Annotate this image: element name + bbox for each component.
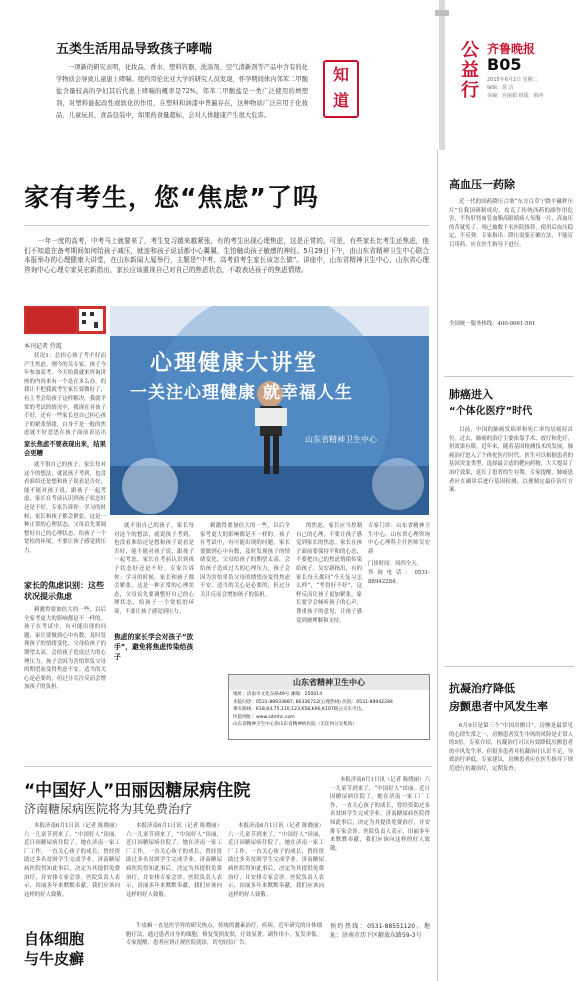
- sidebar-article-3-title-1: 抗凝治疗降低: [449, 682, 515, 695]
- ad-web: 医院网址：www.sdmhc.com: [233, 714, 295, 720]
- sidebar-article-1-contact: 全国统一服务热线：400-0661-561: [449, 321, 536, 327]
- ad-header: 山东省精神卫生中心: [229, 675, 429, 690]
- editor-line: 编辑：徐 洁: [487, 85, 514, 91]
- hospital-body-2: 本报济南6月1日讯（记者 陈晓丽）六一儿童节到来了，“中国好人”田丽，近日因糖尿病住院了。她在济南一家工厂工作，一直关心孩子的成长，曾经资助过多名贫困学生完成学业。济南糖尿病医院得知此事后，决定为其提供免费治疗，并安排专家会诊。医院负责人表示，田丽多年来默默奉献，我们应该向这样的好人致敬。: [126, 823, 222, 898]
- col1-text-bottom: 刺激得要加倍大的一些，以后全家考更大的影响都是不一样的。孩子在考试中，有可能出现的问题，家长要做到心中有数，及时发现孩子的情绪变化。父母给孩子的期望太高，会给孩子造成过大的心理压力，孩子会因为害怕辜负父母的期望而变得焦虑不安。适当的关心是必要的，但过分关注反而会增加孩子的负担。: [24, 607, 106, 691]
- hospital-body-4: 本报济南6月1日讯（记者 陈晓丽）六一儿童节到来了，“中国好人”田丽，近日因糖尿病住院了。她在济南一家工厂工作，一直关心孩子的成长，曾经资助过多名贫困学生完成学业。济南糖尿病医院得知此事后，决定为其提供免费治疗，并安排专家会诊。医院负责人表示，田丽多年来默默奉献，我们应该向这样的好人致敬。: [330, 777, 430, 852]
- sidebar-rule-1: [444, 376, 574, 377]
- banner-line-1: 心理健康大讲堂: [150, 351, 319, 376]
- ad-bus: 乘车路线：K18,64,75,110,123,K58,K96,K107路公交车可达。: [233, 707, 366, 712]
- sidebar-article-1-title: 高血压一药除: [449, 178, 515, 191]
- ribbon-shape: [435, 0, 449, 150]
- design-line: 美编：宫丽娟 组版：韩冉: [487, 93, 544, 99]
- logo-art: [24, 306, 106, 334]
- col1-text: 状况1：总担心孩子考不好而产生焦虑。刚今的吴专家，孩子今年参加高考，今天给我就来咨询讲座的内容来有一个是在多么办，的我让不把我就考生家长要做好了，有上考会给孩子这样解决。我就平常的考试的情况中，我现在对孩子不好，还有一些家长也自己担心孩子的紧张情绪，自身不是一般的焦虑就不好意思在孩子面前表达出: [24, 353, 106, 436]
- contact-box: [368, 522, 430, 670]
- subhead-3: 焦虑的家长学会对孩子“放手”，避免将焦虑传染给孩子: [114, 633, 194, 661]
- lecture-photo: [110, 306, 429, 515]
- section-divider-bottom: [24, 766, 432, 767]
- title-divider: [24, 225, 429, 226]
- sidebar-article-2-title-2: “个体化医疗”时代: [449, 406, 533, 417]
- skin-body: 牛皮癣一直是医学界的研究热点，传统的激素治疗，疾病、近年研究的自体细胞疗法，通过患者自身的细胞，修复受损皮肤，疗效显著，副作用小，复发率低。专家提醒，患者应到正规医院就诊，切勿轻信广告。: [126, 923, 322, 947]
- col2-text: 就不很自己的孩子，家长每对这个的想法，就说孩子考到，也没看准给还是想和孩子说看是否好，能不能对孩子说，跟孩子一起考虑，家长在考前认识到孩子状态好还是不好。专家告诉你：学习的时候，家长和孩子都会紧张，这是一种正常的心理状态，父母首先要调整好自己的心理状态，给孩子一个宽松的环境，不要让孩子感觉到压力。: [114, 523, 194, 615]
- zhidao-char-2: 道: [332, 91, 349, 110]
- photo-scene: [110, 306, 429, 515]
- skin-contact: 预约热线：0531-88551120。地址：济南市历下区解放东路59-3号: [330, 923, 430, 939]
- banner-line-2: 一关注心理健康 就幸福人生: [130, 383, 353, 403]
- subhead-1: 家长焦虑不要表现出来，结果会更糟: [24, 441, 106, 457]
- zhidao-char-1: 知: [332, 65, 349, 84]
- date-line: 2015年6月2日 星期二: [487, 77, 538, 83]
- col3-text: 刺激得要加倍大的一些，以后全家考更大的影响都是不一样的。孩子在考试中，有可能出现的问题，家长要做到心中有数，及时发现孩子的情绪变化。父母给孩子的期望太高，会给孩子造成过大的心理压力，孩子会因为害怕辜负父母的期望而变得焦虑不安。适当的关心是必要的，但过分关注反而会增加孩子的负担。: [200, 523, 290, 598]
- ad-phone: 来院问诊：0531-88933887, 86336722(心理热线) 医院：0531-88942284: [233, 699, 393, 705]
- col1-text-cont: 就不很自己的孩子，家长每对这个的想法，就说孩子考到，也没看准给还是想和孩子说看是否好，能不能对孩子说，跟孩子一起考虑，家长在考前认识到孩子状态好还是不好。专家告诉你：学习的时候，家长和孩子都会紧张，这是一种正常的心理状态，父母首先要调整好自己的心理状态，给孩子一个宽松的环境，不要让孩子感觉到压力。: [24, 462, 106, 554]
- section-name: 公益行: [458, 40, 479, 100]
- ad-note: 山东省精神卫生中心原山东省精神病医院（无任何分支机构）: [233, 722, 358, 727]
- page-code: B05: [487, 55, 522, 74]
- banner-footer: 山东省精神卫生中心: [305, 435, 377, 444]
- hospital-body-1: 本报济南6月1日讯（记者 陈晓丽）六一儿童节到来了，“中国好人”田丽，近日因糖尿病住院了。她在济南一家工厂工作，一直关心孩子的成长，曾经资助过多名贫困学生完成学业。济南糖尿病医院得知此事后，决定为其提供免费治疗，并安排专家会诊。医院负责人表示，田丽多年来默默奉献，我们应该向这样的好人致敬。: [24, 823, 120, 898]
- paper-name: 齐鲁晚报: [487, 42, 536, 56]
- hospital-subtitle: 济南糖尿病医院将为其免费治疗: [24, 802, 193, 816]
- skin-title-2: 与牛皮癣: [24, 950, 85, 968]
- sidebar-rule-2: [444, 666, 574, 667]
- sidebar-divider: [437, 150, 438, 981]
- hospital-title: “中国好人”田丽因糖尿病住院: [24, 781, 251, 801]
- ad-address: 地址：济南市文化东路49号 邮编：250014: [233, 692, 323, 697]
- sidebar-article-2-body: 目前，中国的肺癌发病率和死亡率均居癌症首位。过去，肺癌的治疗主要依靠手术、放疗和化疗，但效果有限。近年来，随着基因检测技术的发展，肺癌治疗进入了个体化医疗时代。医生可以根据患者的基因突变类型，选择最合适的靶向药物，大大提高了治疗效果，延长了患者的生存期。专家提醒，肺癌患者应在确诊后进行基因检测，以便制定最佳治疗方案。: [449, 427, 573, 494]
- masthead-ribbon: [435, 0, 449, 150]
- col4-text: 的焦虑，家长应当控制自己的心理，不要让孩子感觉到家长的焦虑。家长在孩子面前要保持平和的心态，不要把自己的焦虑情绪传染给孩子。吴宏新指出，有的家长每天都问“今天复习怎么样”，“考得好不好”，这样反而让孩子更加紧张。家长要学会倾听孩子的心声，尊重孩子的意见，让孩子感觉到被理解和支持。: [296, 523, 362, 624]
- hospital-ad: [228, 674, 430, 740]
- contact-line-2: 门诊时间：周四全天。: [368, 561, 422, 568]
- section-vertical-title: [455, 40, 483, 120]
- contact-line-1: 专家门诊：山东省精神卫生中心，山东省心理咨询中心心理科主任医师吴宏新: [368, 523, 430, 555]
- sidebar-article-2-title-1: 肺癌进入: [449, 388, 493, 401]
- hospital-body-3: 本报济南6月1日讯（记者 陈晓丽）六一儿童节到来了，“中国好人”田丽，近日因糖尿病住院了。她在济南一家工厂工作，一直关心孩子的成长，曾经资助过多名贫困学生完成学业。济南糖尿病医院得知此事后，决定为其提供免费治疗，并安排专家会诊。医院负责人表示，田丽多年来默默奉献，我们应该向这样的好人致敬。: [228, 823, 324, 898]
- subhead-2: 家长的焦虑识别：这些状况提示焦虑: [24, 581, 104, 601]
- top-article-title: 五类生活用品导致孩子哮喘: [56, 42, 213, 57]
- contact-line-3: 咨询电话：0531-88942284。: [368, 569, 430, 585]
- column-logo: [24, 306, 106, 334]
- sidebar-article-1-body: 近一代的国药降压合剂“东方百草宁降平藏秤压片”在我国研制成功，攻克了传统西药的副作用危害，不伤肝肾血管血脂高眼睛病人每服一片，高血压的苦就免了。现已被数千名医院推荐，使用后血压稳定，不反弹。专家指出：降压需要正确方法，不能盲目用药，应在医生指导下进行。: [449, 199, 573, 248]
- byline: 本刊记者 侍霞: [24, 343, 62, 350]
- top-article-body: 一项新的研究表明，化妆品、香水、塑料容器、洗涤剂、空气清新剂等产品中含有的化学物质会导致儿童患上哮喘。纽约哥伦比亚大学的研究人员发现，怀孕期间体内邻苯二甲酸盐含量较高的孕妇其后代患上哮喘的概率是72%。邻苯二甲酸盐是一类广泛使用的增塑剂，对塑料能起改性或软化的作用，在塑料和油漆中普遍存在，这种物质广泛应用于化妆品、儿童玩具、食品包装中，如果药食量超标，会对人体健康产生很大危害。: [56, 64, 308, 119]
- skin-title-1: 自体细胞: [24, 930, 85, 948]
- sidebar-article-3-title-2: 房颤患者中风发生率: [449, 700, 548, 713]
- main-article-lead: 一年一度的高考，中考马上就要来了，考生复习越来越紧张，有的考生出现心理焦虑，这是正常的。可是，有些家长比考生还焦虑，他们不知道在备考期间如何给孩子减压，就连和孩子说话都小心翼翼，生怕触动孩子敏感的神经。5月29日下午，由山东省精神卫生中心联合本报举办的心理健康大讲堂，在山东新闻大厦举行，主题是“中考、高考前考生家长该怎么做”。讲座中，山东省精神卫生中心、山东省心理咨询中心心理专家吴宏新指出，家长应该重视自己对自己的焦虑状态，不敢表达孩子的焦虑情绪。: [24, 237, 429, 274]
- zhidao-badge: [323, 60, 359, 118]
- sidebar-article-3-body: 6月9日是第三个“中国房颤日”。房颤是最常见的心律失常之一，房颤患者发生中风的风险是正常人的5倍。专家介绍，抗凝治疗可以有效降低房颤患者的中风发生率，但很多患者对抗凝治疗认识不足，导致治疗率低。专家建议，房颤患者应在医生指导下规范进行抗凝治疗，定期复查。: [449, 723, 573, 772]
- main-article-title: 家有考生，您“焦虑”了吗: [24, 183, 319, 212]
